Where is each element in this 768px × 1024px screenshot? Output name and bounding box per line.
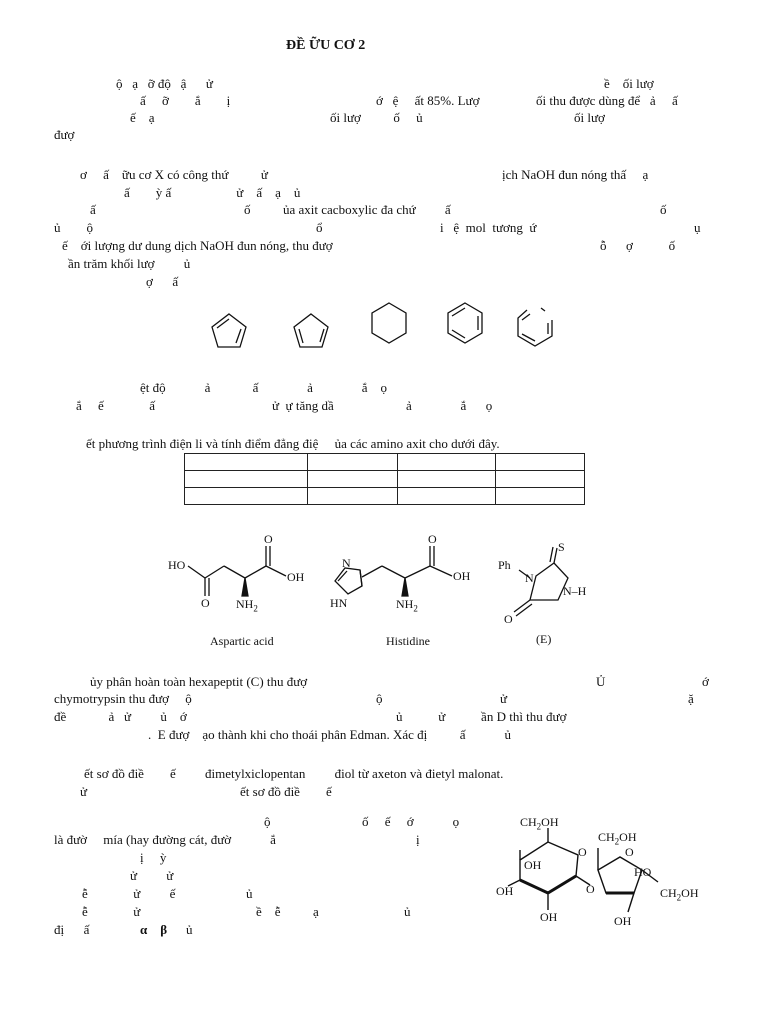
s7-line3: ị ỳ xyxy=(140,850,167,865)
suc-o-ring1: O xyxy=(578,845,587,859)
s3-line1: ệt độ ả ấ ả ắ ọ xyxy=(140,380,387,395)
suc-ch2oh-1: $CH_2OH$ xyxy=(520,815,559,832)
s7-line1a: ộ xyxy=(264,814,271,829)
s7-line4: ử ử xyxy=(130,868,174,883)
s7-line7b: α β xyxy=(140,922,168,937)
s1-line4: đượ xyxy=(54,127,75,142)
asp-o-bottom: O xyxy=(201,596,210,610)
label-histidine: Histidine xyxy=(386,634,430,648)
suc-ch2oh-3: $CH_2OH$ xyxy=(660,886,699,903)
s7-line6b: ề ễ ạ xyxy=(256,904,319,919)
suc-oh-3: OH xyxy=(540,910,558,924)
s1-line2a: ấ ỡ ắ ị xyxy=(140,93,231,108)
s5-line4a: . E đượ ạo thành khi cho thoái phân Edman. Xác đị ấ ủ xyxy=(148,727,512,742)
his-o: O xyxy=(428,532,437,546)
s5-line1b: Ủ xyxy=(596,674,606,689)
s7-line2b: ị xyxy=(416,832,420,847)
s7-line5b: ủ xyxy=(246,886,253,901)
s2-line1a: ơ ấ ữu cơ X có công thứ ử xyxy=(80,167,268,182)
suc-oh-1: OH xyxy=(524,858,542,872)
s2-line4c: i ệ mol tương ứ xyxy=(440,220,537,235)
s7-line7c: ủ xyxy=(186,922,193,937)
s4-line1: ết phương trình điện li và tính điểm đẳng điệ ủa các amino axit cho dưới đây. xyxy=(86,436,500,451)
asp-ho: HO xyxy=(168,558,186,572)
his-n: N xyxy=(342,556,351,570)
suc-o-ring2: O xyxy=(625,845,634,859)
s1-line1a: ộ ạ ỡ độ ậ ử xyxy=(116,76,213,91)
s3-line2a: ắ ế ấ xyxy=(76,398,156,413)
s7-line1b: ố ế ớ ọ xyxy=(362,814,460,829)
s2-line4a: ủ ộ xyxy=(54,220,93,235)
e-o: O xyxy=(504,612,513,626)
s2-line7: ợ ấ xyxy=(146,274,179,289)
s5-line1c: ớ xyxy=(702,674,709,689)
s1-line2b: ớ ệ ất 85%. Lượ xyxy=(376,93,480,108)
s2-line3a: ấ xyxy=(90,202,96,217)
suc-oh-4: OH xyxy=(614,914,632,928)
s5-line3a: đề ả ử ủ ớ xyxy=(54,709,187,724)
s1-line2c: ối thu được dùng để ả ấ xyxy=(536,93,678,108)
s1-line3c: ối lượ xyxy=(574,110,605,125)
s5-line2a: chymotrypsin thu đượ ộ xyxy=(54,691,192,706)
his-nh2: $NH_2$ xyxy=(396,597,418,614)
s3-line2b: ử ự tăng dầ xyxy=(272,398,334,413)
s2-line5a: ế ới lượng dư dung dịch NaOH đun nóng, thu đượ xyxy=(62,238,333,253)
page-title: ĐỀ ỮU CƠ 2 xyxy=(286,38,366,53)
s2-line3b: ố ủa axit cacboxylic đa chứ ấ xyxy=(244,202,451,217)
e-ph: Ph xyxy=(498,558,511,572)
s1-line1b: ề ối lượ xyxy=(604,76,654,91)
s5-line3b: ủ ử ần D thì thu đượ xyxy=(396,709,567,724)
s2-line5b: ỗ ợ ố xyxy=(600,238,676,253)
asp-nh2: $NH_2$ xyxy=(236,597,258,614)
suc-ch2oh-2: $CH_2OH$ xyxy=(598,830,637,847)
s5-line1a: ủy phân hoàn toàn hexapeptit (C) thu đượ xyxy=(90,674,308,689)
s6-line2a: ử xyxy=(80,784,88,799)
label-e: (E) xyxy=(536,632,552,646)
s7-line5a: ễ ử ế xyxy=(82,886,176,901)
asp-o-top: O xyxy=(264,532,273,546)
s3-line2c: ả ắ ọ xyxy=(406,398,493,413)
s1-line3a: ế ạ xyxy=(130,110,155,125)
s2-line6: ần trăm khối lượ ủ xyxy=(68,256,191,271)
s7-line6c: ủ xyxy=(404,904,411,919)
s1-line3b: ối lượ ố ủ xyxy=(330,110,423,125)
s2-line3c: ố xyxy=(660,202,667,217)
s2-line4d: ụ xyxy=(694,220,701,235)
label-aspartic: Aspartic acid xyxy=(210,634,274,648)
s2-line1b: ịch NaOH đun nóng thấ ạ xyxy=(502,167,649,182)
s7-line6a: ễ ử xyxy=(82,904,141,919)
s5-line2b: ộ xyxy=(376,691,383,706)
s6-line2b: ết sơ đồ điề ế xyxy=(240,784,332,799)
e-n1: N xyxy=(525,571,534,585)
asp-oh: OH xyxy=(287,570,305,584)
s7-line2a: là đườ mía (hay đường cát, đườ ắ xyxy=(54,832,276,847)
suc-o-link: O xyxy=(586,882,595,896)
empty-table xyxy=(184,453,585,505)
e-nh: N–H xyxy=(563,584,587,598)
e-s: S xyxy=(558,540,565,554)
s5-line2c: ử xyxy=(500,691,508,706)
suc-oh-2: OH xyxy=(496,884,514,898)
suc-ho: HO xyxy=(634,865,652,879)
s6-line1: ết sơ đồ điề ế đimetylxiclopentan điol từ axeton và đietyl malonat. xyxy=(84,766,504,781)
s5-line2d: ặ xyxy=(688,691,694,706)
his-hn: HN xyxy=(330,596,348,610)
s7-line7a: đị ấ xyxy=(54,922,90,937)
his-oh: OH xyxy=(453,569,471,583)
s2-line2: ấ ỳ ấ ử ấ ạ ủ xyxy=(124,185,301,200)
s2-line4b: ổ xyxy=(316,220,323,235)
